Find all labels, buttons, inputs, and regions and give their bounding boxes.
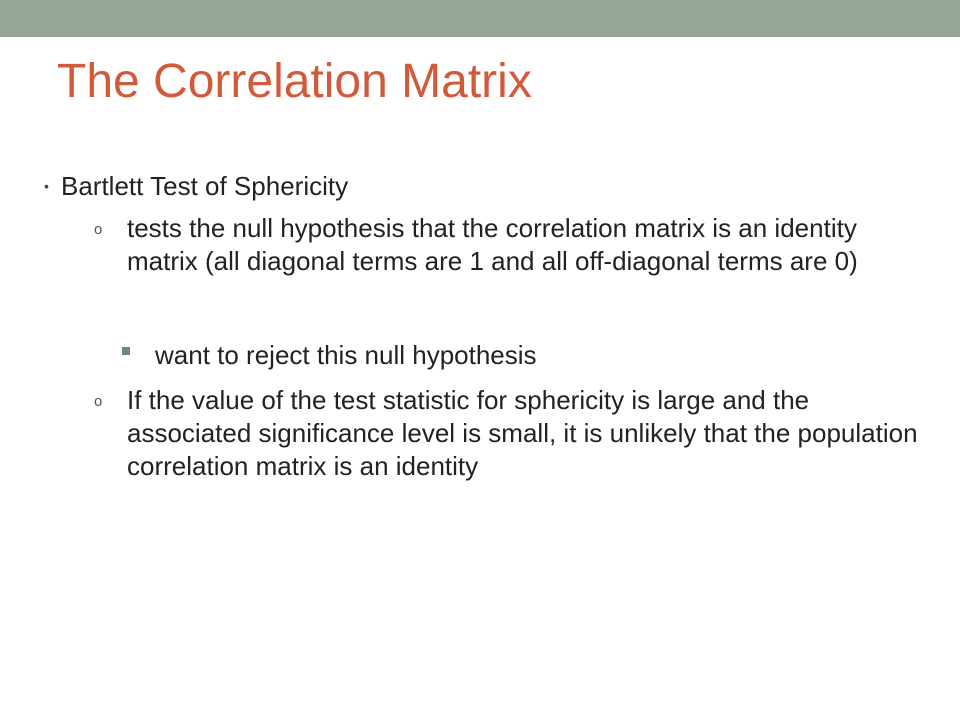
- bullet-square-icon: [122, 347, 130, 355]
- bullet-text: want to reject this null hypothesis: [155, 340, 537, 370]
- bullet-text: tests the null hypothesis that the correlation matrix is an identity matrix (all diagonal terms are 1 and all off-diagonal terms are 0): [127, 213, 858, 276]
- bullet-text: If the value of the test statistic for sphericity is large and the associated significance level is small, it is unlikely that the population correlation matrix is an identity: [127, 385, 918, 481]
- slide-title: The Correlation Matrix: [57, 55, 532, 108]
- bullet-circle-icon: o: [94, 393, 103, 410]
- bullet-dot-icon: •: [44, 178, 49, 194]
- bullet-circle-icon: o: [94, 221, 103, 238]
- top-accent-bar: [0, 0, 960, 37]
- bullet-text: Bartlett Test of Sphericity: [61, 171, 349, 201]
